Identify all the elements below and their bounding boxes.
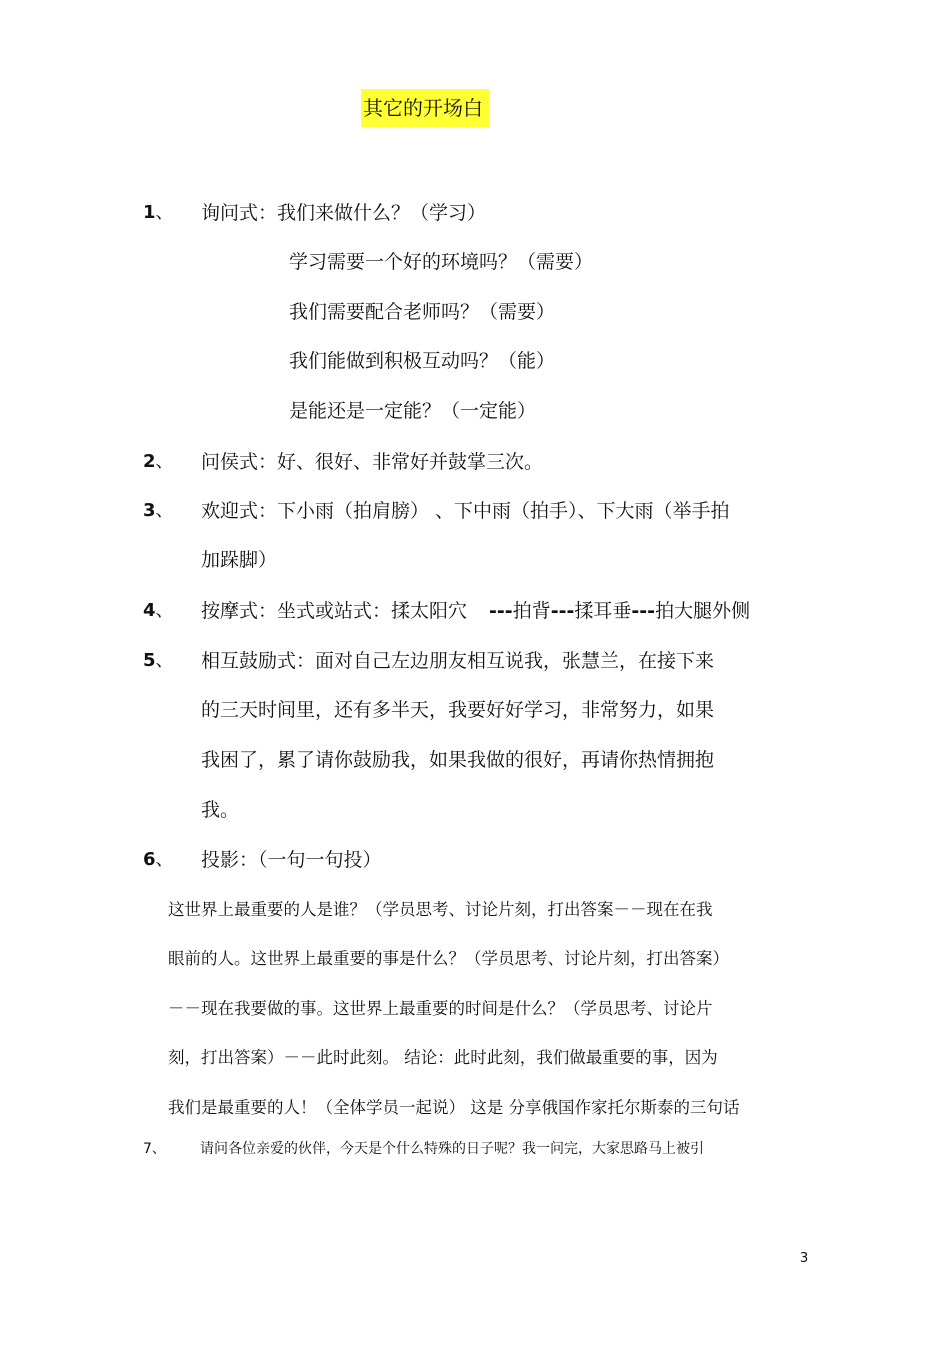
item-number: 2、 bbox=[143, 451, 174, 472]
item-text: 问侯式：好、很好、非常好并鼓掌三次。 bbox=[201, 451, 544, 473]
page-number: 3 bbox=[800, 1251, 809, 1266]
item-text: 我们能做到积极互动吗？（能） bbox=[289, 350, 556, 372]
item-number: 6、 bbox=[143, 849, 174, 870]
item-text: 学习需要一个好的环境吗？（需要） bbox=[289, 251, 594, 273]
item-text: 按摩式：坐式或站式：揉太阳穴 ---拍背---揉耳垂---拍大腿外侧 bbox=[201, 600, 751, 622]
item-text: 我们需要配合老师吗？（需要） bbox=[289, 301, 556, 323]
item-text: 我。 bbox=[201, 799, 240, 821]
paragraph-line: 这世界上最重要的人是谁？（学员思考、讨论片刻，打出答案－－现在在我 bbox=[168, 900, 713, 919]
item-text: 请问各位亲爱的伙伴，今天是个什么特殊的日子呢？我一问完，大家思路马上被引 bbox=[200, 1141, 704, 1157]
paragraph-line: 眼前的人。这世界上最重要的事是什么？（学员思考、讨论片刻，打出答案） bbox=[168, 949, 729, 968]
paragraph-line: －－现在我要做的事。这世界上最重要的时间是什么？（学员思考、讨论片 bbox=[168, 999, 713, 1018]
paragraph-line: 刻，打出答案）－－此时此刻。 结论：此时此刻，我们做最重要的事，因为 bbox=[168, 1048, 718, 1067]
item-text: 相互鼓励式：面对自己左边朋友相互说我，张慧兰，在接下来 bbox=[201, 650, 715, 672]
item-text: 加跺脚） bbox=[201, 549, 278, 571]
item-number: 3、 bbox=[143, 500, 174, 521]
item-number: 4、 bbox=[143, 600, 174, 621]
item-text: 询问式：我们来做什么？（学习） bbox=[201, 202, 487, 224]
item-text: 投影：（一句一句投） bbox=[201, 849, 382, 871]
paragraph-line: 我们是最重要的人！（全体学员一起说） 这是 分享俄国作家托尔斯泰的三句话 bbox=[168, 1098, 740, 1117]
item-number: 5、 bbox=[143, 650, 174, 671]
item-number: 7、 bbox=[143, 1141, 166, 1157]
page-title: 其它的开场白 bbox=[361, 89, 489, 127]
item-text: 的三天时间里，还有多半天，我要好好学习，非常努力，如果 bbox=[201, 699, 715, 721]
item-text: 欢迎式：下小雨（拍肩膀） 、下中雨（拍手）、下大雨（举手拍 bbox=[201, 500, 730, 522]
item-text: 我困了，累了请你鼓励我，如果我做的很好，再请你热情拥抱 bbox=[201, 749, 715, 771]
item-text: 是能还是一定能？（一定能） bbox=[289, 400, 537, 422]
item-number: 1、 bbox=[143, 202, 174, 223]
